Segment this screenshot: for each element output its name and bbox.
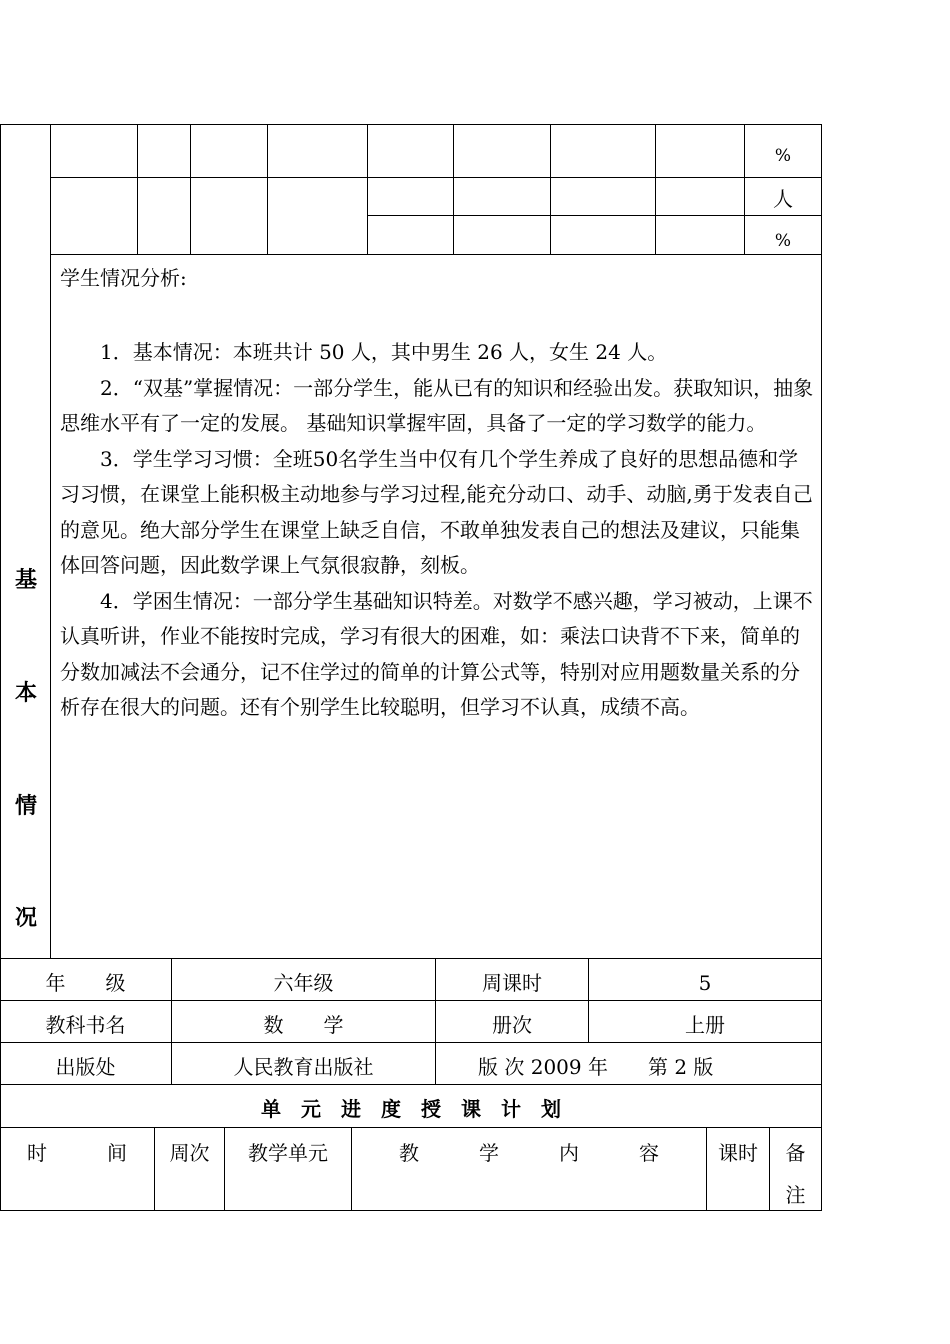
plan-col-line-3 [351,1127,352,1211]
plan-header-note-line2: 注 [785,1183,806,1207]
analysis-paragraph-2: 2．“双基”掌握情况：一部分学生，能从已有的知识和经验出发。获取知识，抽象思维水平有了一定的发展。 基础知识掌握牢固，具备了一定的学习数学的能力。 [60,375,814,435]
top-row2-unit: 人 [773,187,793,211]
plan-col-line-4 [706,1127,707,1211]
plan-header-unit: 教学单元 [248,1141,328,1165]
top-row2-split [367,215,822,216]
textbook-label: 教科书名 [45,1013,126,1037]
info-row2-bottom [0,1042,822,1043]
plan-header-content: 教 学 内 容 [399,1141,659,1165]
volume-label: 册次 [492,1013,532,1037]
plan-title: 单 元 进 度 授 课 计 划 [261,1097,561,1121]
top-col-line-4 [367,124,368,254]
side-label-char-3: 情 [14,794,37,819]
top-grid-bottom [50,254,822,255]
weekly-hours-label: 周课时 [482,971,542,995]
plan-header-time: 时 间 [27,1141,127,1165]
textbook-value: 数 学 [263,1013,344,1037]
side-label-char-4: 况 [14,906,37,931]
plan-col-line-1 [154,1127,155,1211]
weekly-hours-value: 5 [698,971,712,995]
analysis-paragraph-3: 3．学生学习习惯：全班50名学生当中仅有几个学生养成了良好的思想品德和学习习惯，在课堂上能积极主动地参与学习过程,能充分动口、动手、动脑,勇于发表自己的意见。绝大部分学生在课堂上缺乏自信，不敢单独发表自己的想法及建议，只能集体回答问题，因此数学课上气氛很寂静，刻板。 [60,446,813,577]
publisher-label: 出版处 [55,1055,116,1079]
publisher-value: 人民教育出版社 [233,1055,374,1079]
analysis-heading: 学生情况分析: [60,266,187,290]
analysis-body [60,335,816,726]
grade-value: 六年级 [273,971,334,995]
plan-title-bottom [0,1127,822,1128]
info-row1-bottom [0,1000,822,1001]
side-label-divider [50,124,51,958]
edition-text: 版 次 2009 年 第 2 版 [478,1055,714,1079]
grade-label: 年 级 [45,971,126,995]
top-col-line-7 [655,124,656,254]
top-col-line-2 [190,124,191,254]
top-col-line-6 [550,124,551,254]
top-row3-unit: % [774,231,792,251]
table-top-border [0,124,822,125]
table-left-border [0,124,1,1211]
top-col-line-3 [267,124,268,254]
top-row1-bottom [50,177,822,178]
analysis-paragraph-1: 1．基本情况：本班共计 50 人，其中男生 26 人，女生 24 人。 [100,340,668,364]
plan-header-note-line1: 备 [785,1141,806,1165]
top-row1-unit: % [774,146,792,166]
top-col-line-1 [137,124,138,254]
section-basic-bottom [0,958,822,959]
plan-header-bottom [0,1210,822,1211]
plan-col-line-2 [224,1127,225,1211]
table-right-border [821,124,822,1211]
analysis-paragraph-4: 4．学困生情况：一部分学生基础知识特差。对数学不感兴趣，学习被动，上课不认真听讲，作业不能按时完成，学习有很大的困难，如：乘法口诀背不下来，简单的分数加减法不会通分，记不住学过的简单的计算公式等，特别对应用题数量关系的分析存在很大的问题。还有个别学生比较聪明，但学习不认真，成绩不高。 [60,588,813,719]
info-row3-bottom [0,1084,822,1085]
plan-header-week: 周次 [169,1141,210,1165]
volume-value: 上册 [685,1013,725,1037]
plan-header-hours: 课时 [718,1141,758,1165]
top-col-line-5 [453,124,454,254]
side-label-char-2: 本 [14,681,37,706]
side-label-char-1: 基 [14,568,37,593]
